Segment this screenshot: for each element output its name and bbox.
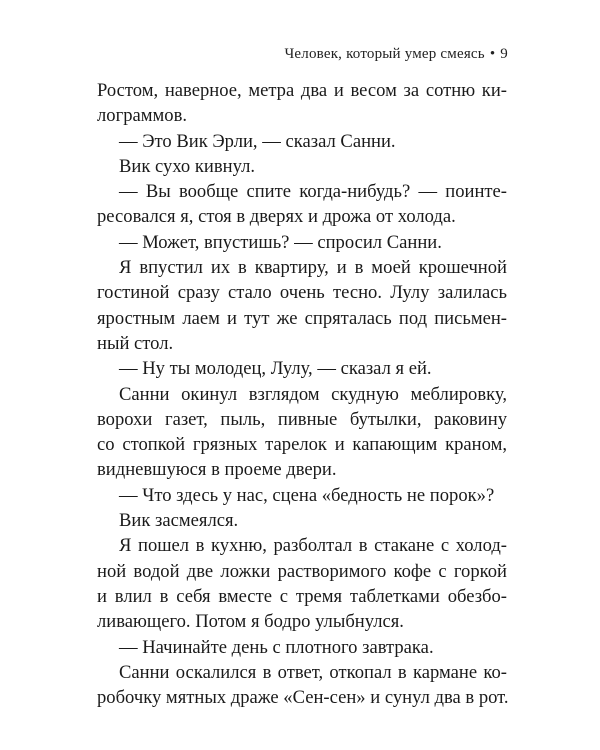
- paragraph-line: видневшуюся в проеме двери.: [97, 459, 337, 481]
- paragraph-line: Санни оскалился в ответ, откопал в кармане ко-: [119, 661, 507, 683]
- paragraph-line: — Это Вик Эрли, — сказал Санни.: [119, 130, 396, 152]
- paragraph-line: робочку мятных драже «Сен-сен» и сунул два в рот.: [97, 687, 509, 709]
- paragraph-line: — Может, впустишь? — спросил Санни.: [119, 231, 442, 253]
- paragraph-line: ной водой две ложки растворимого кофе с горкой: [97, 560, 507, 582]
- paragraph-line: Я пошел в кухню, разболтал в стакане с холод-: [119, 535, 507, 557]
- running-head-title: Человек, который умер смеясь: [284, 46, 485, 62]
- paragraph-line: — Начинайте день с плотного завтрака.: [119, 636, 434, 658]
- paragraph-line: — Что здесь у нас, сцена «бедность не порок»?: [119, 484, 495, 506]
- paragraph-line: со стопкой грязных тарелок и капающим краном,: [97, 434, 507, 456]
- paragraph-line: Вик засмеялся.: [119, 510, 239, 532]
- running-head-separator: •: [489, 46, 496, 62]
- paragraph-line: ливающего. Потом я бодро улыбнулся.: [97, 611, 404, 633]
- paragraph-line: — Ну ты молодец, Лулу, — сказал я ей.: [119, 358, 432, 380]
- paragraph-line: — Вы вообще спите когда-нибудь? — поинте-: [119, 181, 507, 203]
- paragraph-line: ресовался я, стоя в дверях и дрожа от холода.: [97, 206, 456, 228]
- paragraph-line: Санни окинул взглядом скудную меблировку,: [119, 383, 507, 405]
- paragraph-line: яростным лаем и тут же спряталась под письмен-: [97, 307, 507, 329]
- paragraph-line: ный стол.: [97, 332, 174, 354]
- page-number: 9: [500, 46, 508, 62]
- paragraph-line: Ростом, наверное, метра два и весом за сотню ки-: [97, 80, 507, 101]
- paragraph-line: лограммов.: [97, 105, 188, 127]
- paragraph-line: ворохи газет, пыль, пивные бутылки, раковину: [97, 408, 507, 430]
- running-head: [284, 46, 508, 63]
- paragraph-line: Вик сухо кивнул.: [119, 155, 255, 177]
- paragraph-line: гостиной сразу стало очень тесно. Лулу залилась: [97, 282, 507, 304]
- paragraph-line: Я впустил их в квартиру, и в моей крошечной: [119, 257, 507, 279]
- paragraph-line: и влил в себя вместе с тремя таблетками обезбо-: [97, 585, 507, 607]
- body-text: [97, 78, 507, 710]
